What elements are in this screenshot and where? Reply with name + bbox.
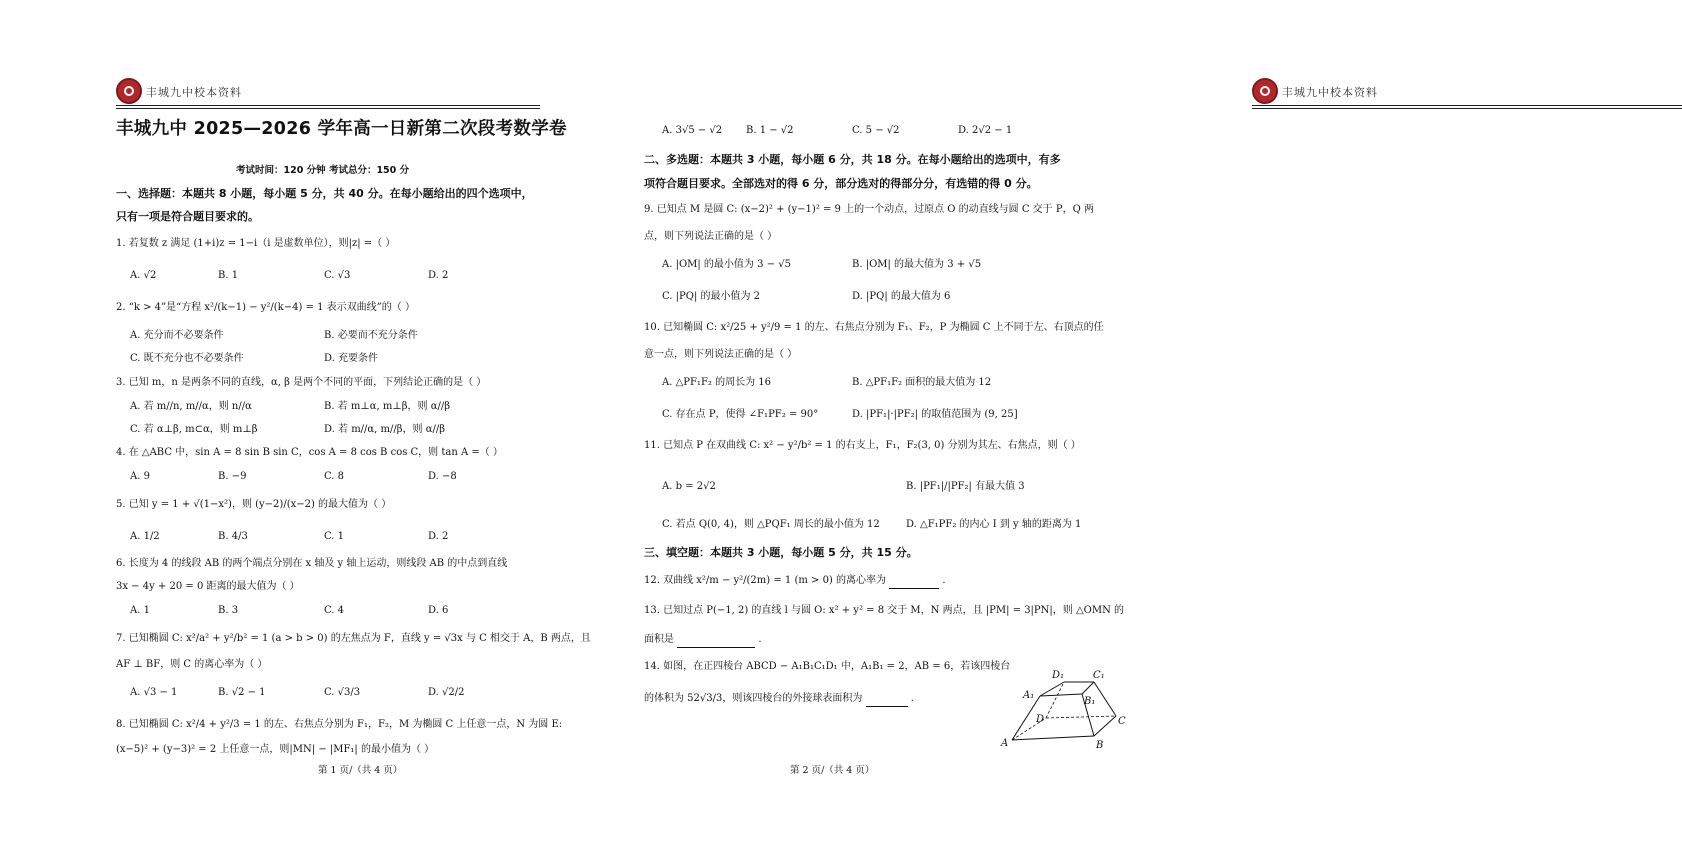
- section-heading: 三、填空题：本题共 3 小题，每小题 5 分，共 15 分。: [644, 546, 918, 559]
- option: A. 充分而不必要条件: [130, 330, 224, 341]
- edge-b1c1: [1082, 682, 1094, 694]
- question-end: .: [910, 693, 914, 704]
- option: B. |OM| 的最大值为 3 + √5: [852, 259, 982, 270]
- exam-info: 考试时间：120 分钟 考试总分：150 分: [236, 165, 410, 176]
- option: C. 若 α⊥β, m⊂α，则 m⊥β: [130, 424, 258, 435]
- answer-blank[interactable]: [677, 633, 755, 648]
- question-stem: (x−5)² + (y−3)² = 2 上任意一点，则|MN| − |MF₁| 的最小值为（ ）: [116, 744, 435, 755]
- option: D. 2: [428, 270, 449, 281]
- question-text: 的体积为 52√3/3，则该四棱台的外接球表面积为: [644, 693, 863, 704]
- option: C. 4: [324, 605, 345, 616]
- question-text: 面积是: [644, 634, 674, 645]
- question-stem: 9. 已知点 M 是圆 C: (x−2)² + (y−1)² = 9 上的一个动点，过原点 O 的动直线与圆 C 交于 P，Q 两: [644, 204, 1094, 215]
- section-heading: 二、多选题：本题共 3 小题，每小题 6 分，共 18 分。在每小题给出的选项中，有多: [644, 153, 1061, 166]
- section-heading: 只有一项是符合题目要求的。: [116, 210, 259, 223]
- option: B. 必要而不充分条件: [324, 330, 418, 341]
- option: D. 6: [428, 605, 449, 616]
- vertex-label: C: [1118, 716, 1126, 727]
- section-heading: 项符合题目要求。全部选对的得 6 分，部分选对的得部分分，有选错的得 0 分。: [644, 177, 1038, 190]
- option: C. |PQ| 的最小值为 2: [662, 291, 761, 302]
- option: B. 4/3: [218, 531, 248, 542]
- question-stem: 10. 已知椭圆 C: x²/25 + y²/9 = 1 的左、右焦点分别为 F₁、F₂，P 为椭圆 C 上不同于左、右顶点的任: [644, 322, 1104, 333]
- header-rule: [116, 108, 540, 109]
- option: D. √2/2: [428, 687, 465, 698]
- edge-cc1: [1094, 682, 1116, 716]
- question-stem: 3x − 4y + 20 = 0 距离的最大值为（ ）: [116, 581, 300, 592]
- question-stem: [644, 633, 762, 648]
- header-rule: [1252, 108, 1682, 109]
- option: A. 1/2: [130, 531, 160, 542]
- edge-a1b1: [1040, 694, 1082, 696]
- page-header: [116, 78, 540, 108]
- vertex-label: A: [1001, 738, 1009, 749]
- option: A. |OM| 的最小值为 3 − √5: [662, 259, 791, 270]
- option: B. 1: [218, 270, 239, 281]
- vertex-label: D: [1036, 714, 1045, 725]
- page-footer: 第 1 页/（共 4 页）: [318, 765, 403, 776]
- edge-dc: [1046, 716, 1116, 718]
- section-heading: 一、选择题：本题共 8 小题，每小题 5 分，共 40 分。在每小题给出的四个选项中，: [116, 187, 533, 200]
- option: B. △PF₁F₂ 面积的最大值为 12: [852, 377, 992, 388]
- option: D. △F₁PF₂ 的内心 I 到 y 轴的距离为 1: [906, 519, 1082, 530]
- page-header: [1252, 78, 1682, 108]
- option: D. |PF₁|·|PF₂| 的取值范围为 (9, 25]: [852, 409, 1018, 420]
- question-stem: 13. 已知过点 P(−1, 2) 的直线 l 与圆 O: x² + y² = 8 交于 M，N 两点，且 |PM| = 3|PN|，则 △OMN 的: [644, 605, 1125, 616]
- question-stem: 2. “k > 4”是“方程 x²/(k−1) − y²/(k−4) = 1 表示双曲线”的（ ）: [116, 302, 415, 313]
- school-name: 丰城九中校本资料: [146, 86, 242, 99]
- question-stem: 1. 若复数 z 满足 (1+i)z = 1−i（i 是虚数单位），则|z| =（ ）: [116, 238, 396, 249]
- option: B. −9: [218, 471, 247, 482]
- option: B. |PF₁|/|PF₂| 有最大值 3: [906, 481, 1025, 492]
- page-footer: 第 2 页/（共 4 页）: [790, 765, 875, 776]
- option: A. √3 − 1: [130, 687, 178, 698]
- question-stem: AF ⊥ BF，则 C 的离心率为（ ）: [116, 659, 268, 670]
- question-stem: 14. 如图，在正四棱台 ABCD − A₁B₁C₁D₁ 中，A₁B₁ = 2，AB = 6，若该四棱台: [644, 661, 1011, 672]
- question-end: .: [942, 575, 946, 586]
- option: D. 2√2 − 1: [958, 125, 1013, 136]
- question-stem: 3. 已知 m，n 是两条不同的直线，α, β 是两个不同的平面，下列结论正确的是（ ）: [116, 377, 487, 388]
- edge-bc: [1094, 716, 1116, 736]
- school-logo: [1252, 78, 1278, 104]
- option: A. √2: [130, 270, 157, 281]
- option: B. 1 − √2: [746, 125, 794, 136]
- vertex-label: A₁: [1023, 690, 1035, 701]
- question-text: 12. 双曲线 x²/m − y²/(2m) = 1 (m > 0) 的离心率为: [644, 575, 887, 586]
- option: B. 若 m⊥α, m⊥β，则 α//β: [324, 401, 451, 412]
- option: C. 5 − √2: [852, 125, 900, 136]
- question-stem: 5. 已知 y = 1 + √(1−x²)，则 (y−2)/(x−2) 的最大值为（ ）: [116, 499, 392, 510]
- answer-blank[interactable]: [889, 574, 939, 589]
- option: C. 1: [324, 531, 345, 542]
- option: C. 存在点 P，使得 ∠F₁PF₂ = 90°: [662, 409, 819, 420]
- option: A. 9: [130, 471, 150, 482]
- question-stem: 6. 长度为 4 的线段 AB 的两个端点分别在 x 轴及 y 轴上运动，则线段 AB 的中点到直线: [116, 558, 508, 569]
- option: B. √2 − 1: [218, 687, 266, 698]
- vertex-label: B: [1096, 740, 1104, 751]
- question-stem: 7. 已知椭圆 C: x²/a² + y²/b² = 1 (a > b > 0) 的左焦点为 F，直线 y = √3x 与 C 相交于 A，B 两点，且: [116, 633, 591, 644]
- option: C. 既不充分也不必要条件: [130, 353, 244, 364]
- question-stem: [644, 574, 946, 589]
- header-rule: [1252, 105, 1682, 106]
- question-stem: [644, 692, 914, 707]
- option: C. √3: [324, 270, 351, 281]
- edge-ab: [1012, 736, 1094, 740]
- vertex-label: C₁: [1093, 670, 1105, 681]
- option: D. |PQ| 的最大值为 6: [852, 291, 951, 302]
- option: D. 若 m//α, m//β，则 α//β: [324, 424, 445, 435]
- question-stem: 意一点，则下列说法正确的是（ ）: [644, 349, 798, 360]
- question-stem: 11. 已知点 P 在双曲线 C: x² − y²/b² = 1 的右支上，F₁，F₂(3, 0) 分别为其左、右焦点，则（ ）: [644, 440, 1081, 451]
- vertex-label: B₁: [1084, 696, 1096, 707]
- option: A. 3√5 − √2: [662, 125, 723, 136]
- option: B. 3: [218, 605, 239, 616]
- vertex-label: D₁: [1052, 670, 1065, 681]
- exam-title: 丰城九中 2025—2026 学年高一日新第二次段考数学卷: [116, 119, 567, 139]
- option: A. 若 m//n, m//α，则 n//α: [130, 401, 252, 412]
- question-end: .: [758, 634, 762, 645]
- option: A. b = 2√2: [662, 481, 716, 492]
- option: D. −8: [428, 471, 457, 482]
- school-name: 丰城九中校本资料: [1282, 86, 1378, 99]
- school-logo: [116, 78, 142, 104]
- option: C. √3/3: [324, 687, 361, 698]
- option: C. 8: [324, 471, 345, 482]
- answer-blank[interactable]: [866, 692, 908, 707]
- question-stem: 点，则下列说法正确的是（ ）: [644, 231, 778, 242]
- option: A. 1: [130, 605, 150, 616]
- option: A. △PF₁F₂ 的周长为 16: [662, 377, 771, 388]
- option: D. 2: [428, 531, 449, 542]
- option: D. 充要条件: [324, 353, 379, 364]
- question-stem: 8. 已知椭圆 C: x²/4 + y²/3 = 1 的左、右焦点分别为 F₁，F₂，M 为椭圆 C 上任意一点，N 为圆 E:: [116, 719, 563, 730]
- frustum-figure: [1000, 664, 1130, 750]
- question-stem: 4. 在 △ABC 中，sin A = 8 sin B sin C，cos A = 8 cos B cos C，则 tan A =（ ）: [116, 447, 503, 458]
- header-rule: [116, 105, 540, 106]
- option: C. 若点 Q(0, 4)，则 △PQF₁ 周长的最小值为 12: [662, 519, 880, 530]
